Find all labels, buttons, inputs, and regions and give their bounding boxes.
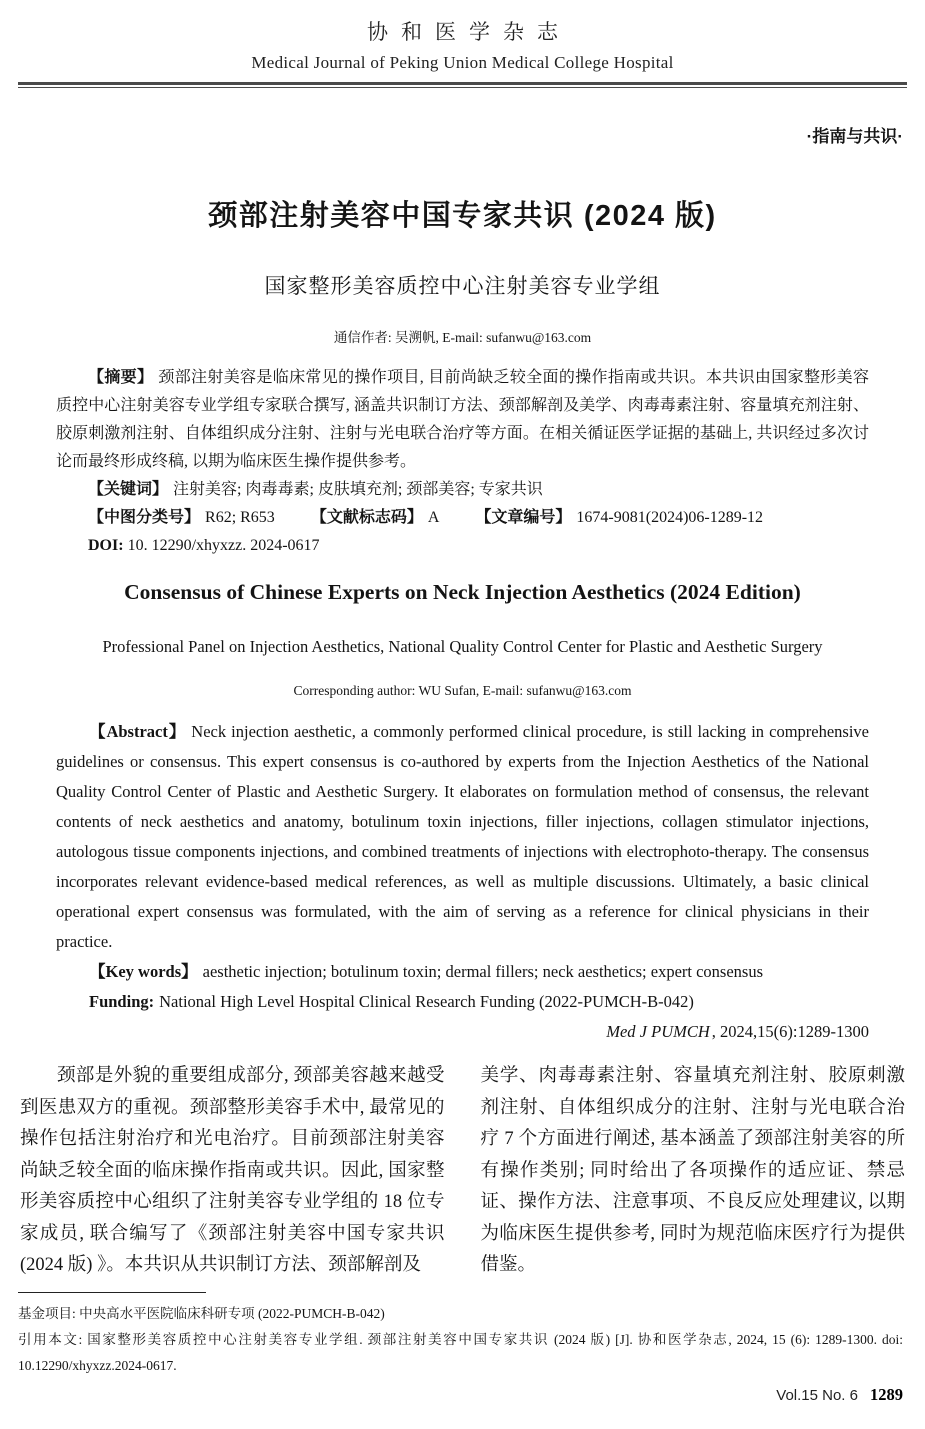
footnote-separator <box>18 1292 206 1293</box>
funding-row <box>56 987 869 1017</box>
footnote-citation: 引用本文: 国家整形美容质控中心注射美容专业学组. 颈部注射美容中国专家共识 (2024 版) [J]. 协和医学杂志, 2024, 15 (6): 1289-1300. doi: 10.12290/xhyxzz.2024-0617. <box>18 1331 903 1373</box>
doi-value: 10. 12290/xhyxzz. 2024-0617 <box>127 537 320 555</box>
keywords-en <box>56 957 869 987</box>
abstract-en-label: 【Abstract】 <box>89 722 187 742</box>
keywords-en-label: 【Key words】 <box>89 962 198 982</box>
doi-label: DOI: <box>88 537 124 555</box>
keywords-cn <box>56 476 869 504</box>
article-title-cn: 颈部注射美容中国专家共识 (2024 版) <box>208 200 717 233</box>
page-footer <box>776 1385 903 1405</box>
funding-label: Funding: <box>89 992 155 1012</box>
volume-issue: Vol.15 No. 6 <box>776 1387 858 1404</box>
classification-row <box>56 504 869 532</box>
rule-thin-line <box>18 87 907 88</box>
article-no-pair <box>475 509 763 526</box>
header-double-rule <box>18 82 907 88</box>
journal-masthead <box>0 0 925 88</box>
citation-journal-abbr: Med J PUMCH <box>606 1022 710 1042</box>
rule-thick-line <box>18 82 907 85</box>
abstract-en-text: Neck injection aesthetic, a commonly performed clinical procedure, is still lacking in comprehensive guidelines or consensus. This expert consensus is co-authored by experts from the Injection Aesthetics of the National Quality Control Center of Plastic and Aesthetic Surgery. It elaborates on formulation method of consensus, the relevant contents of neck aesthetics and anatomy, botulinum toxin injections, filler injections, collagen stimulator injections, autologous tissue components injections, and combined treatments of injections with electrophoto-therapy. The consensus incorporates relevant evidence-based medical references, as well as multiple discussions. Ultimately, a basic clinical operational expert consensus was formulated, with the aim of serving as a reference for clinical physicians in their practice. <box>56 722 869 952</box>
journal-name-en: Medical Journal of Peking Union Medical College Hospital <box>251 53 674 72</box>
abstract-en <box>56 717 869 957</box>
article-no-label: 【文章编号】 <box>475 509 572 527</box>
correspondence-en: Corresponding author: WU Sufan, E-mail: sufanwu@163.com <box>293 683 632 699</box>
abstract-cn-label: 【摘要】 <box>88 369 154 387</box>
abstract-block-cn <box>56 364 869 560</box>
abstract-cn-text: 颈部注射美容是临床常见的操作项目, 目前尚缺乏较全面的操作指南或共识。本共识由国家整形美容质控中心注射美容专业学组专家联合撰写, 涵盖共识制订方法、颈部解剖及美学、肉毒毒素注射、容量填充剂注射、胶原刺激剂注射、自体组织成分注射、注射与光电联合治疗等方面。在相关循证医学证据的基础上, 共识经过多次讨论而最终形成终稿, 以期为临床医生操作提供参考。 <box>56 369 869 471</box>
body-column-left <box>20 1061 445 1282</box>
body-two-columns <box>20 1061 905 1282</box>
body-paragraph-right: 美学、肉毒毒素注射、容量填充剂注射、胶原刺激剂注射、自体组织成分的注射、注射与光电联合治疗 7 个方面进行阐述, 基本涵盖了颈部注射美容的所有操作类别; 同时给出了各项操作的适应证、禁忌证、操作方法、注意事项、不良反应处理建议, 以期为临床医生提供参考, 同时为规范临床医疗行为提供借鉴。 <box>480 1066 905 1276</box>
clc-value: R62; R653 <box>205 509 275 527</box>
clc-label: 【中图分类号】 <box>88 509 201 527</box>
authors-en: Professional Panel on Injection Aesthetics, National Quality Control Center for Plastic and Aesthetic Surgery <box>102 637 823 657</box>
doi-row <box>56 532 869 560</box>
article-title-en: Consensus of Chinese Experts on Neck Injection Aesthetics (2024 Edition) <box>124 580 801 605</box>
funding-text: National High Level Hospital Clinical Research Funding (2022-PUMCH-B-042) <box>159 992 694 1012</box>
keywords-cn-text: 注射美容; 肉毒毒素; 皮肤填充剂; 颈部美容; 专家共识 <box>173 481 543 499</box>
doc-code-pair <box>311 509 440 526</box>
clc-pair <box>88 509 275 526</box>
correspondence-cn: 通信作者: 吴溯帆, E-mail: sufanwu@163.com <box>333 330 592 346</box>
keywords-cn-label: 【关键词】 <box>88 481 169 499</box>
body-paragraph-left: 颈部是外貌的重要组成部分, 颈部美容越来越受到医患双方的重视。颈部整形美容手术中, 最常见的操作包括注射治疗和光电治疗。目前颈部注射美容尚缺乏较全面的临床操作指南或共识。因此, 国家整形美容质控中心组织了注射美容专业学组的 18 位专家成员, 联合编写了《颈部注射美容中国专家共识 (2024 版) 》。本共识从共识制订方法、颈部解剖及 <box>20 1066 445 1276</box>
citation-row <box>56 1017 869 1047</box>
abstract-cn <box>56 364 869 476</box>
abstract-block-en <box>56 717 869 1047</box>
journal-name-cn: 协和医学杂志 <box>367 20 571 44</box>
keywords-en-text: aesthetic injection; botulinum toxin; dermal fillers; neck aesthetics; expert consensus <box>202 962 764 982</box>
body-column-right <box>481 1061 906 1282</box>
section-tag: ·指南与共识· <box>806 127 903 147</box>
doc-code-value: A <box>427 509 440 527</box>
article-no-value: 1674-9081(2024)06-1289-12 <box>576 509 764 527</box>
doc-code-label: 【文献标志码】 <box>310 509 423 527</box>
footnote-funding: 基金项目: 中央高水平医院临床科研专项 (2022-PUMCH-B-042) <box>18 1305 385 1321</box>
footnotes <box>18 1301 903 1379</box>
page-number: 1289 <box>870 1385 903 1404</box>
authors-cn: 国家整形美容质控中心注射美容专业学组 <box>264 274 661 299</box>
citation-detail: , 2024,15(6):1289-1300 <box>711 1022 869 1042</box>
